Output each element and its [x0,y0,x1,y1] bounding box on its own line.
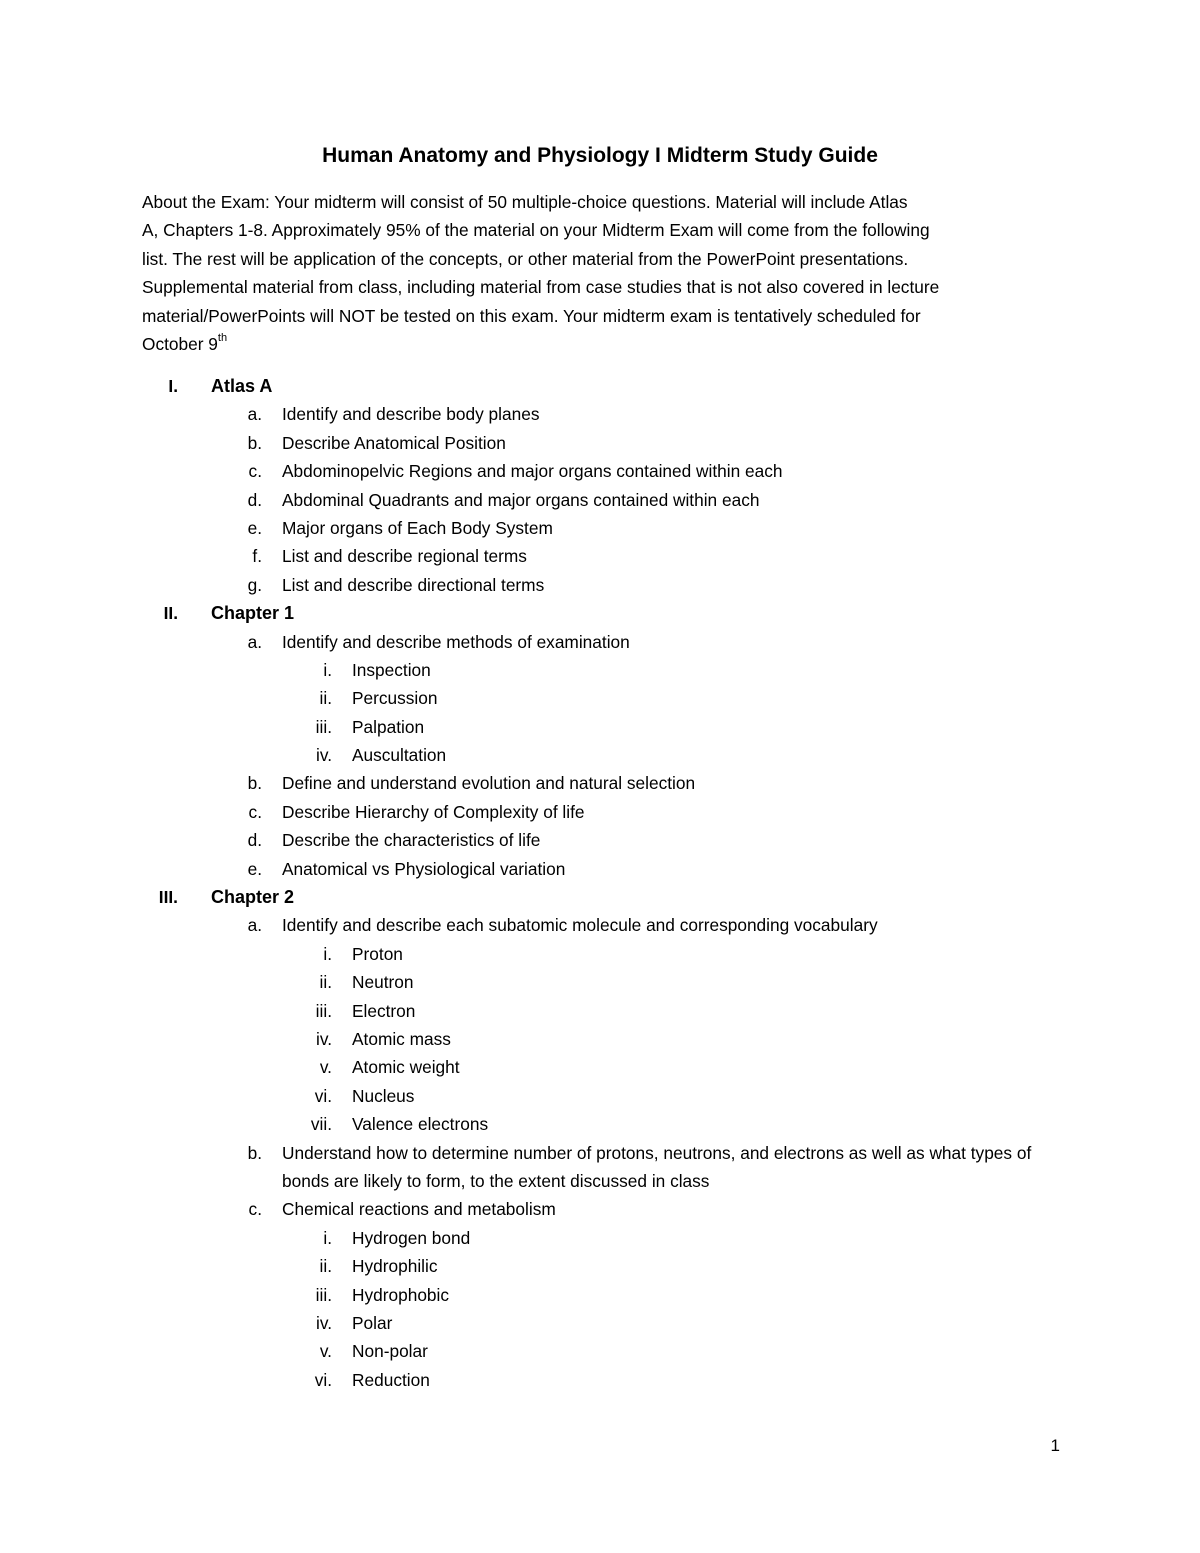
intro-line: list. The rest will be application of the concepts, or other material from the PowerPoint presentations. [142,248,909,269]
outline-item [0,571,1200,599]
item-marker: a. [247,404,262,425]
outline-subitem [0,1366,1200,1394]
outline-subitem [0,1252,1200,1280]
item-marker: e. [247,517,262,538]
item-marker: b. [247,1142,262,1163]
section-title: Chapter 1 [211,603,295,624]
item-text: Identify and describe methods of examination [282,631,630,652]
outline-subitem [0,713,1200,741]
item-marker: e. [247,858,262,879]
subitem-marker: ii. [319,972,332,993]
outline-item [0,400,1200,428]
outline-subitem [0,968,1200,996]
subitem-marker: iii. [315,1000,332,1021]
item-text: List and describe directional terms [282,574,545,595]
item-text: List and describe regional terms [282,546,527,567]
outline-item [0,769,1200,797]
subitem-marker: v. [319,1057,332,1078]
item-marker: b. [247,773,262,794]
item-marker: c. [248,461,262,482]
outline-subitem [0,1082,1200,1110]
subitem-text: Hydrogen bond [352,1227,471,1248]
subitem-marker: iv. [316,1312,332,1333]
subitem-text: Nucleus [352,1085,415,1106]
section-heading [0,599,1200,627]
subitem-text: Auscultation [352,745,447,766]
intro-line: A, Chapters 1-8. Approximately 95% of the material on your Midterm Exam will come from the following [142,220,930,241]
section-number: II. [163,603,178,624]
outline-item [0,542,1200,570]
outline-subitem [0,1110,1200,1138]
item-marker: a. [247,915,262,936]
outline-subitem [0,1053,1200,1081]
item-text: Chemical reactions and metabolism [282,1199,556,1220]
subitem-marker: iii. [315,716,332,737]
subitem-text: Percussion [352,688,438,709]
section-number: I. [168,376,178,396]
subitem-text: Palpation [352,716,425,737]
outline-item [0,457,1200,485]
outline-item [0,798,1200,826]
section-title: Atlas A [211,376,273,396]
outline-item [0,855,1200,883]
date-ordinal-suffix: th [217,332,228,345]
item-text: Identify and describe body planes [282,404,540,425]
subitem-text: Inspection [352,659,431,680]
item-marker: d. [247,830,262,851]
outline-item [0,1139,1200,1196]
subitem-text: Proton [352,943,403,964]
page-number: 1 [1050,1436,1060,1455]
intro-line-date [142,330,1062,358]
section-title: Chapter 2 [211,887,295,908]
section-heading [0,372,1200,400]
intro-line: About the Exam: Your midterm will consist of 50 multiple-choice questions. Material will include Atlas [142,192,908,212]
subitem-text: Hydrophobic [352,1284,450,1305]
outline-subitem [0,1309,1200,1337]
outline-subitem [0,997,1200,1025]
intro-line: Supplemental material from class, including material from case studies that is not also covered in lecture [142,277,940,298]
subitem-text: Hydrophilic [352,1256,438,1277]
outline-item [0,826,1200,854]
document-title: Human Anatomy and Physiology I Midterm Study Guide [322,144,878,167]
intro-paragraph [142,188,1062,358]
item-text: Describe the characteristics of life [282,830,541,851]
item-marker: g. [247,574,262,595]
subitem-marker: i. [323,659,332,680]
item-text: Identify and describe each subatomic molecule and corresponding vocabulary [282,915,878,936]
subitem-marker: iv. [316,1028,332,1049]
subitem-marker: ii. [319,1256,332,1277]
item-text: Abdominopelvic Regions and major organs contained within each [282,461,783,482]
outline-item [0,911,1200,939]
intro-line: material/PowerPoints will NOT be tested on this exam. Your midterm exam is tentatively scheduled for [142,305,921,326]
subitem-marker: iii. [315,1284,332,1305]
subitem-marker: i. [323,1227,332,1248]
item-marker: d. [247,489,262,510]
subitem-text: Polar [352,1312,393,1333]
section-heading [0,883,1200,911]
outline-subitem [0,741,1200,769]
subitem-marker: v. [319,1341,332,1362]
item-marker: f. [252,546,262,567]
outline-item [0,628,1200,656]
outline-item [0,486,1200,514]
subitem-text: Electron [352,1000,416,1021]
study-outline [0,372,1200,1394]
outline-subitem [0,1224,1200,1252]
subitem-marker: vi. [314,1085,332,1106]
subitem-marker: vii. [310,1114,332,1135]
outline-subitem [0,1337,1200,1365]
outline-item [0,1195,1200,1223]
section-number: III. [158,887,178,908]
item-marker: b. [247,432,262,453]
outline-subitem [0,684,1200,712]
item-text: Anatomical vs Physiological variation [282,858,566,879]
subitem-text: Non-polar [352,1341,428,1362]
subitem-marker: vi. [314,1369,332,1390]
item-text: Define and understand evolution and natural selection [282,773,696,794]
outline-item [0,429,1200,457]
subitem-marker: i. [323,943,332,964]
item-text: Describe Hierarchy of Complexity of life [282,801,585,822]
outline-item [0,514,1200,542]
outline-subitem [0,1025,1200,1053]
subitem-text: Neutron [352,972,414,993]
subitem-text: Atomic weight [352,1057,460,1078]
item-marker: c. [248,1199,262,1220]
subitem-marker: iv. [316,745,332,766]
item-marker: a. [247,631,262,652]
subitem-text: Valence electrons [352,1114,489,1135]
outline-subitem [0,940,1200,968]
item-text: Major organs of Each Body System [282,517,553,538]
item-text: Describe Anatomical Position [282,432,506,453]
item-text: Abdominal Quadrants and major organs contained within each [282,489,760,510]
subitem-text: Atomic mass [352,1028,451,1049]
item-marker: c. [248,801,262,822]
exam-date: October 9 [142,334,218,355]
item-text: Understand how to determine number of protons, neutrons, and electrons as well as what types of bonds are likely to form, to the extent discussed in class [282,1142,1032,1191]
subitem-text: Reduction [352,1369,430,1390]
subitem-marker: ii. [319,688,332,709]
outline-subitem [0,1281,1200,1309]
outline-subitem [0,656,1200,684]
